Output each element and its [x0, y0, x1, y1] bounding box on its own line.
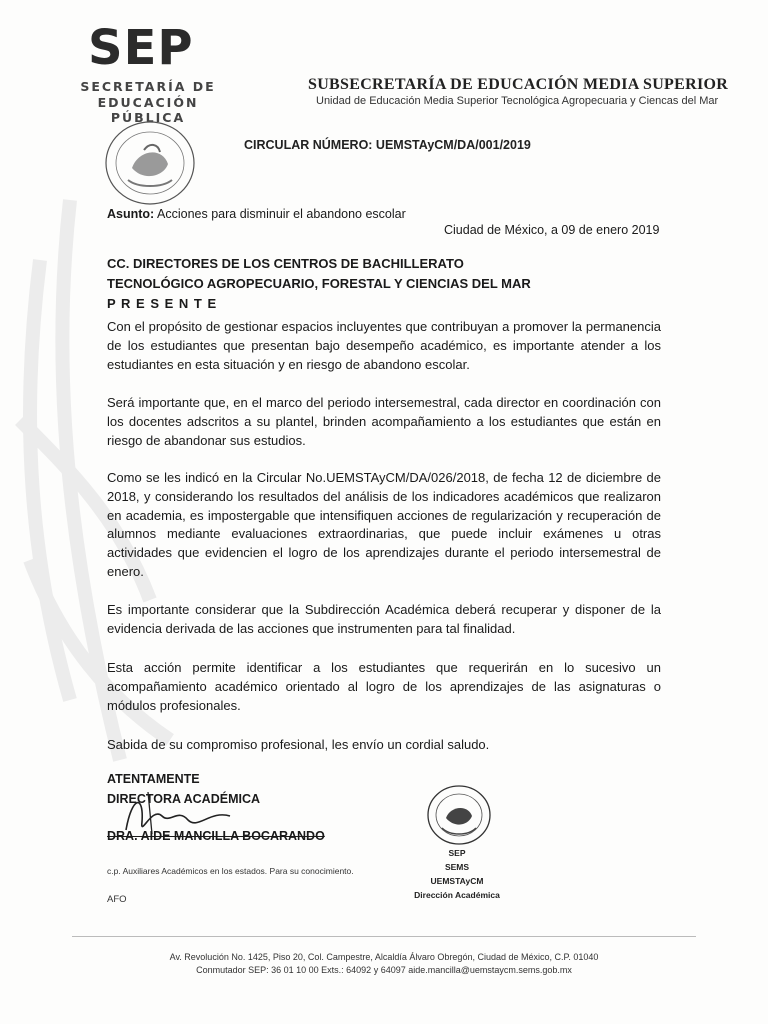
addressee-line-3: P R E S E N T E	[107, 296, 218, 311]
stamp-line-4: Dirección Académica	[414, 890, 500, 900]
paragraph-3: Como se les indicó en la Circular No.UEMSTAyCM/DA/026/2018, de fecha 12 de diciembre de 2018, y considerando los resultados del análisis de los indicadores académicos que realizaron en academia, es impostergable que intensifiquen acciones de regularización y recuperación de alumnos mediante evaluaciones extraordinarias, que puede incluir exámenes u otras actividades que evidencien el logro de los aprendizajes durante el periodo intersemestral de enero.	[107, 470, 661, 579]
header-subtitle: Unidad de Educación Media Superior Tecnológica Agropecuaria y Ciencas del Mar	[316, 95, 719, 107]
footer-address: Av. Revolución No. 1425, Piso 20, Col. Campestre, Alcaldía Álvaro Obregón, Ciudad de México, C.P. 01040	[169, 952, 599, 962]
official-stamp-icon	[426, 784, 492, 846]
header-title: SUBSECRETARÍA DE EDUCACIÓN MEDIA SUPERIOR	[308, 76, 729, 93]
signature-title: DIRECTORA ACADÉMICA	[107, 792, 261, 806]
signature-closing: ATENTAMENTE	[107, 772, 200, 786]
stamp-line-2: SEMS	[444, 862, 470, 872]
stamp-line-1: SEP	[448, 848, 466, 858]
paragraph-5: Esta acción permite identificar a los estudiantes que requerirán en lo sucesivo un acompañamiento académico orientado al logro de los aprendizajes de las asignaturas o módulos profesionales.	[107, 660, 661, 713]
addressee-line-2: TECNOLÓGICO AGROPECUARIO, FORESTAL Y CIENCIAS DEL MAR	[107, 276, 531, 291]
paragraph-2: Será importante que, en el marco del periodo intersemestral, cada director en coordinación con los docentes adscritos a su plantel, brinden acompañamiento a los estudiantes que están en riesgo de abandonar sus estudios.	[107, 395, 661, 448]
national-seal-icon	[104, 120, 196, 206]
stamp-line-3: UEMSTAyCM	[430, 876, 484, 886]
paragraph-1: Con el propósito de gestionar espacios incluyentes que contribuyan a promover la permanencia de los estudiantes que presentan bajo desempeño académico, es importante atender a los estudiantes en esta situación y en riesgo de abandono escolar.	[107, 319, 661, 372]
subject-text: Acciones para disminuir el abandono escolar	[157, 207, 406, 221]
subject-line	[107, 207, 406, 221]
subject-label: Asunto:	[107, 207, 155, 221]
initials: AFO	[107, 894, 127, 905]
footer-divider	[72, 936, 696, 937]
cc-line: c.p. Auxiliares Académicos en los estados. Para su conocimiento.	[107, 866, 354, 876]
circular-number: CIRCULAR NÚMERO: UEMSTAyCM/DA/001/2019	[244, 138, 531, 152]
logo-line-2: EDUCACIÓN PÚBLICA	[97, 95, 199, 125]
addressee-line-1: CC. DIRECTORES DE LOS CENTROS DE BACHILLERATO	[107, 256, 464, 271]
signatory-name: DRA. AIDE MANCILLA BOCARANDO	[107, 829, 325, 843]
paragraph-6: Sabida de su compromiso profesional, les envío un cordial saludo.	[107, 737, 490, 752]
date-line: Ciudad de México, a 09 de enero 2019	[444, 223, 660, 237]
paragraph-4: Es importante considerar que la Subdirección Académica deberá recuperar y disponer de la evidencia derivada de las acciones que instrumenten para tal finalidad.	[107, 602, 661, 636]
logo-line-1: SECRETARÍA DE	[80, 79, 216, 94]
footer-contact: Conmutador SEP: 36 01 10 00 Exts.: 64092 y 64097 aide.mancilla@uemstaycm.sems.gob.mx	[196, 965, 572, 975]
sep-logo: SEP	[88, 20, 194, 76]
